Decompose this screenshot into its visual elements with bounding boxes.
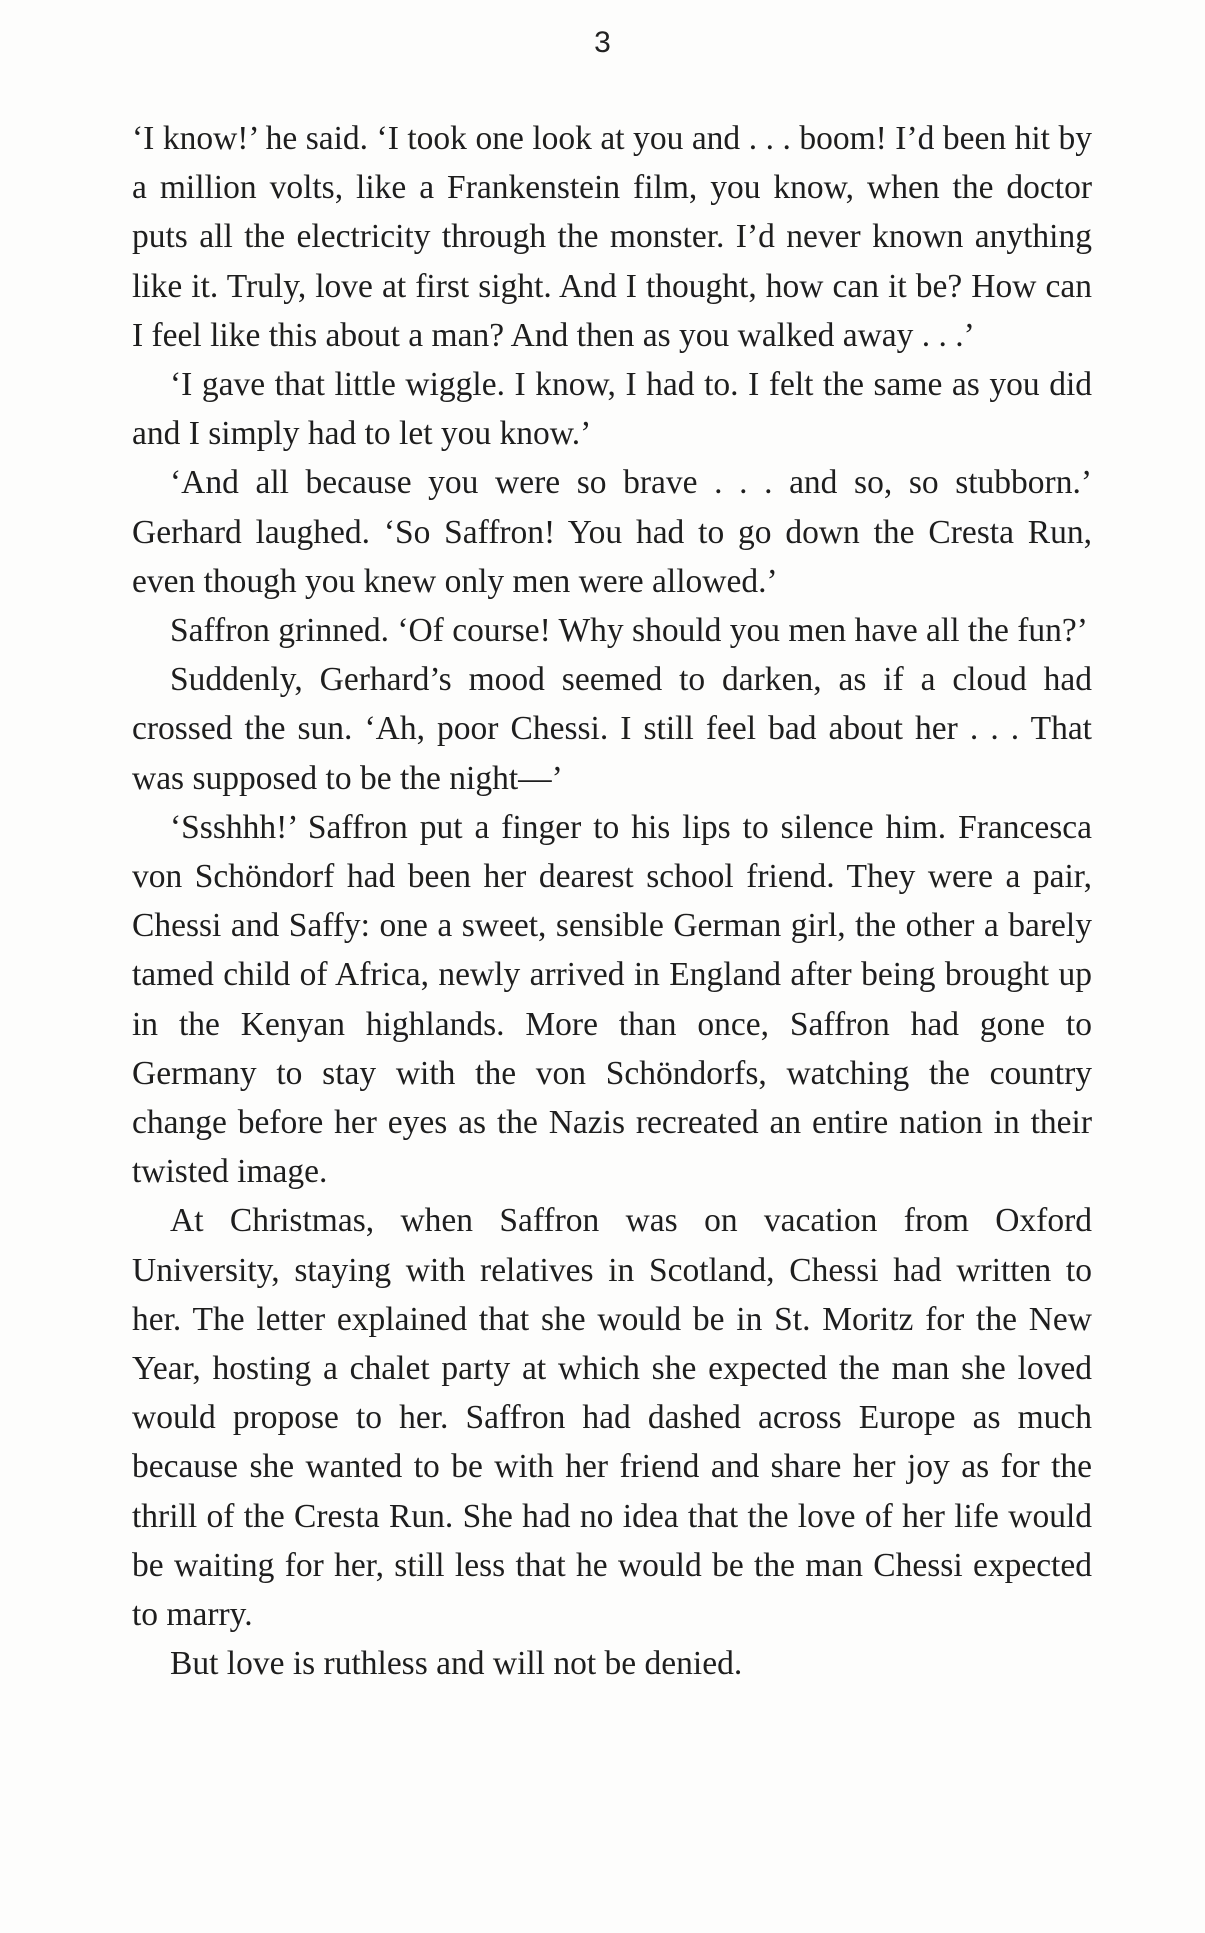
paragraph-5: Suddenly, Gerhard’s mood seemed to darken, as if a cloud had crossed the sun. ‘Ah, poor Chessi. I still feel bad about her . . . That was supposed to be the night—’ [132, 661, 1092, 797]
paragraph-3: ‘And all because you were so brave . . . and so, so stubborn.’ Gerhard laughed. ‘So Saffron! You had to go down the Cresta Run, even though you knew only men were allowed.’ [132, 464, 1092, 600]
page-number: 3 [594, 26, 611, 59]
paragraph-4: Saffron grinned. ‘Of course! Why should you men have all the fun?’ [170, 612, 1088, 650]
paragraph-6: ‘Ssshhh!’ Saffron put a finger to his lips to silence him. Francesca von Schöndorf had been her dearest school friend. They were a pair, Chessi and Saffy: one a sweet, sensible German girl, the other a barely tamed child of Africa, newly arrived in England after being brought up in the Kenyan highlands. More than once, Saffron had gone to Germany to stay with the von Schöndorfs, watching the country change before her eyes as the Nazis recreated an entire nation in their twisted image. [132, 808, 1092, 1191]
paragraph-2: ‘I gave that little wiggle. I know, I had to. I felt the same as you did and I simply had to let you know.’ [132, 366, 1092, 453]
paragraph-1: ‘I know!’ he said. ‘I took one look at you and . . . boom! I’d been hit by a million volts, like a Frankenstein film, you know, when the doctor puts all the electricity through the monster. I’d never known anything like it. Truly, love at first sight. And I thought, how can it be? How can I feel like this about a man? And then as you walked away . . .’ [132, 120, 1092, 354]
paragraph-8: But love is ruthless and will not be denied. [170, 1645, 743, 1683]
paragraph-7: At Christmas, when Saffron was on vacation from Oxford University, staying with relatives in Scotland, Chessi had written to her. The letter explained that she would be in St. Moritz for the New Year, hosting a chalet party at which she expected the man she loved would propose to her. Saffron had dashed across Europe as much because she wanted to be with her friend and share her joy as for the thrill of the Cresta Run. She had no idea that the love of her life would be waiting for her, still less that he would be the man Chessi expected to marry. [132, 1202, 1092, 1634]
body-text [132, 114, 1092, 1689]
